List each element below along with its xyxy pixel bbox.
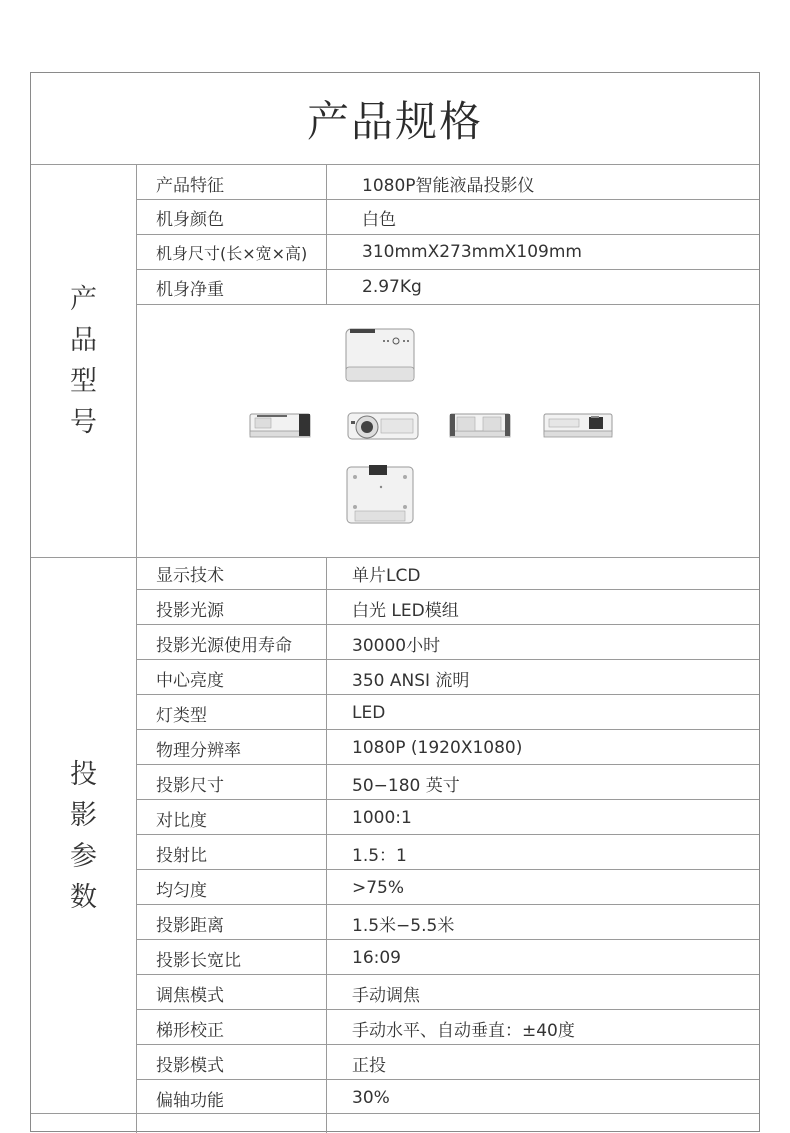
spec-label: 偏轴功能	[156, 1090, 224, 1111]
projector-side-view	[449, 411, 511, 441]
spec-label: 投影光源使用寿命	[156, 635, 292, 656]
spec-table	[30, 72, 760, 1132]
spec-label: 对比度	[156, 810, 207, 831]
row-divider	[137, 589, 759, 590]
section-label-char: 影	[70, 799, 97, 831]
spec-label: 中心亮度	[156, 670, 224, 691]
row-divider	[137, 1044, 759, 1045]
spec-value: 1000:1	[352, 808, 412, 828]
row-divider	[137, 624, 759, 625]
spec-label: 投影尺寸	[156, 775, 224, 796]
row-divider	[137, 834, 759, 835]
section-label-char: 型	[70, 366, 97, 397]
projector-top-view	[344, 327, 416, 385]
spec-value: 单片LCD	[352, 565, 421, 586]
spec-value: 白色	[362, 209, 396, 230]
projector-bottom-view	[345, 463, 415, 525]
spec-label: 均匀度	[156, 880, 207, 901]
title-divider	[31, 164, 759, 165]
spec-label: 投射比	[156, 845, 207, 866]
spec-label: 机身颜色	[156, 209, 224, 230]
page-title: 产品规格	[306, 97, 483, 146]
row-divider	[137, 1079, 759, 1080]
section-label-char: 号	[70, 407, 97, 438]
row-divider	[137, 764, 759, 765]
spec-value: 1080P (1920X1080)	[352, 738, 523, 758]
spec-value: 1.5：1	[352, 845, 407, 866]
section-label-product-model	[31, 165, 136, 557]
spec-label: 梯形校正	[156, 1020, 224, 1041]
spec-value: 16:09	[352, 948, 401, 968]
column-divider	[326, 558, 327, 1133]
spec-value: 50−180 英寸	[352, 775, 460, 796]
projector-front-view	[347, 409, 419, 443]
section-label-char: 产	[70, 284, 97, 315]
spec-label: 产品特征	[156, 175, 224, 196]
spec-label: 调焦模式	[156, 985, 224, 1006]
spec-value: >75%	[352, 878, 405, 898]
section-label-projection-params	[31, 558, 136, 1133]
product-views	[137, 305, 759, 558]
spec-label: 投影长宽比	[156, 950, 241, 971]
spec-value: 30%	[352, 1088, 390, 1108]
row-divider	[137, 659, 759, 660]
row-divider	[137, 904, 759, 905]
column-divider	[326, 165, 327, 305]
spec-value: 白光 LED模组	[352, 600, 459, 621]
section-label-char: 参	[70, 840, 97, 872]
section-label-char: 品	[70, 325, 97, 356]
projector-rear-view	[543, 411, 613, 441]
spec-label: 机身净重	[156, 279, 224, 300]
spec-value: 正投	[352, 1055, 386, 1076]
spec-label: 显示技术	[156, 565, 224, 586]
spec-label: 灯类型	[156, 705, 207, 726]
spec-value: 手动调焦	[352, 985, 420, 1006]
spec-label: 机身尺寸(长×宽×高)	[156, 243, 308, 263]
section-label-char: 数	[70, 881, 97, 913]
row-divider	[137, 729, 759, 730]
row-divider	[137, 939, 759, 940]
spec-label: 投影距离	[156, 915, 224, 936]
spec-label: 投影模式	[156, 1055, 224, 1076]
spec-value: 1.5米−5.5米	[352, 915, 455, 936]
row-divider	[137, 1009, 759, 1010]
spec-value: LED	[352, 703, 386, 723]
spec-value: 手动水平、自动垂直：±40度	[352, 1020, 575, 1041]
row-divider	[137, 694, 759, 695]
section-divider	[31, 1113, 759, 1114]
spec-value: 310mmX273mmX109mm	[362, 242, 582, 262]
spec-value: 2.97Kg	[362, 277, 422, 297]
section-label-char: 投	[70, 758, 97, 790]
spec-value: 30000小时	[352, 635, 441, 656]
row-divider	[137, 869, 759, 870]
spec-label: 物理分辨率	[156, 740, 241, 761]
spec-label: 投影光源	[156, 600, 224, 621]
row-divider	[137, 799, 759, 800]
row-divider	[137, 974, 759, 975]
spec-value: 1080P智能液晶投影仪	[362, 175, 535, 196]
spec-value: 350 ANSI 流明	[352, 670, 470, 691]
projector-side-view	[249, 411, 311, 441]
